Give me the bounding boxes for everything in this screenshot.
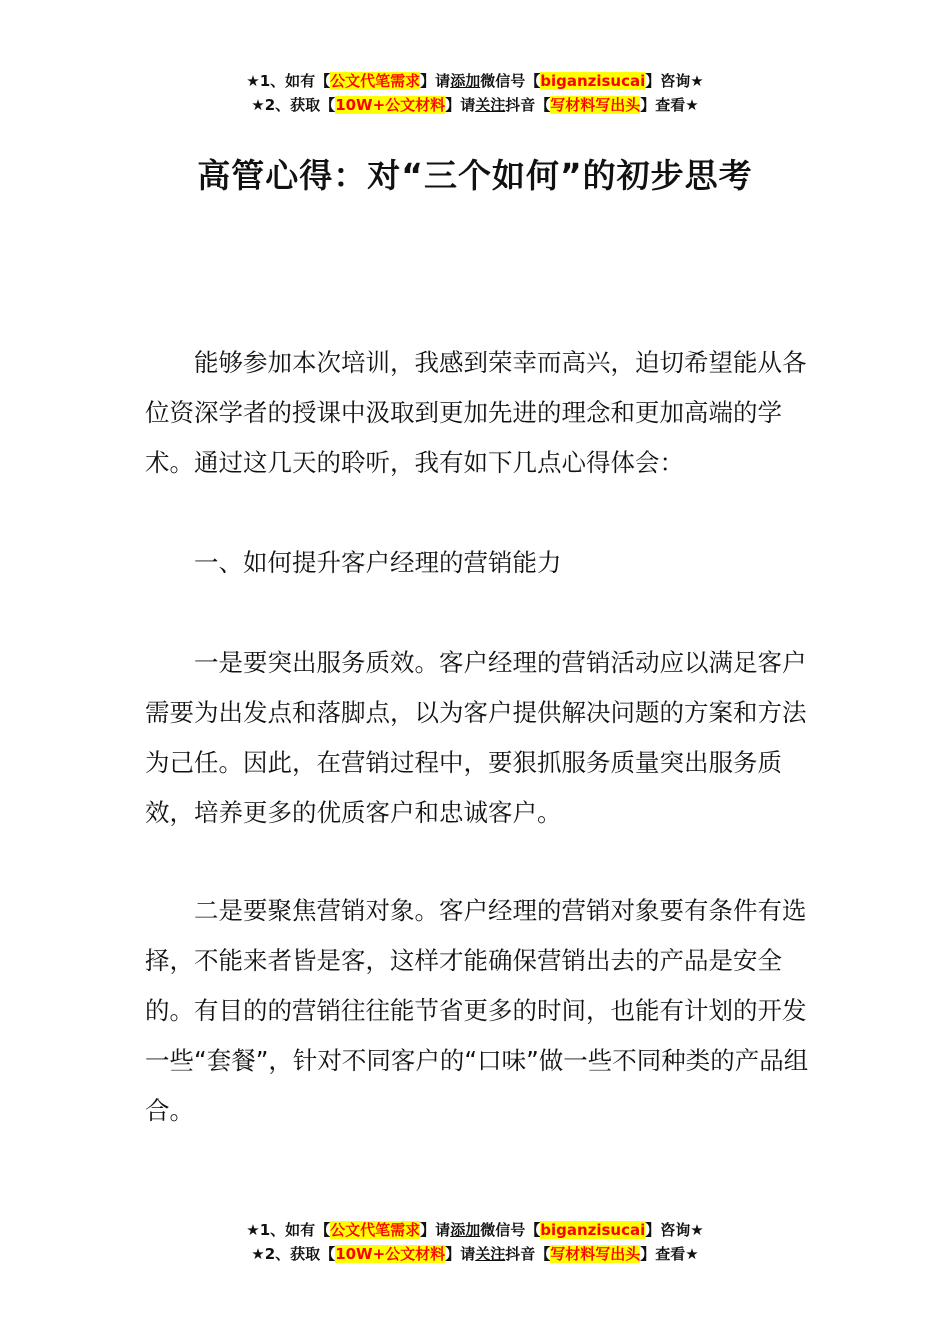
promo-underline: 添加 [450, 72, 481, 90]
promo-underline: 关注 [475, 96, 506, 114]
promo-wechat-id: biganzisucai [540, 72, 646, 90]
promo-text: 】请 [420, 1221, 451, 1239]
promo-line-1 [0, 69, 950, 93]
promo-highlight: 公文代笔需求 [330, 72, 421, 90]
promo-text: 】请 [445, 96, 476, 114]
promo-text: 】咨询★ [645, 72, 704, 90]
promo-wechat-id: biganzisucai [540, 1221, 646, 1239]
promo-line-1 [0, 1218, 950, 1242]
promo-text: ★2、获取【 [251, 96, 336, 114]
promo-douyin-id: 写材料写出头 [550, 96, 641, 114]
header-promo-banner [0, 69, 950, 117]
footer-promo-banner [0, 1218, 950, 1266]
promo-text: 】查看★ [640, 96, 699, 114]
document-title: 高管心得：对“三个如何”的初步思考 [197, 156, 753, 195]
promo-text: 抖音【 [505, 1245, 551, 1263]
promo-text: 】请 [420, 72, 451, 90]
promo-line-2 [0, 1242, 950, 1266]
promo-underline: 关注 [475, 1245, 506, 1263]
promo-text: 抖音【 [505, 96, 551, 114]
promo-highlight: 公文代笔需求 [330, 1221, 421, 1239]
section-heading: 一、如何提升客户经理的营销能力 [194, 548, 562, 577]
promo-text: 微信号【 [480, 1221, 541, 1239]
point-paragraph-1: 一是要突出服务质效。客户经理的营销活动应以满足客户需要为出发点和落脚点，以为客户提供解决问题的方案和方法为己任。因此，在营销过程中，要狠抓服务质量突出服务质效，培养更多的优质客户和忠诚客户。 [145, 648, 807, 827]
intro-paragraph: 能够参加本次培训，我感到荣幸而高兴，迫切希望能从各位资深学者的授课中汲取到更加先进的理念和更加高端的学术。通过这几天的聆听，我有如下几点心得体会： [145, 348, 807, 477]
promo-douyin-id: 写材料写出头 [550, 1245, 641, 1263]
promo-text: ★1、如有【 [246, 1221, 331, 1239]
promo-text: ★1、如有【 [246, 72, 331, 90]
promo-highlight: 10W+公文材料 [335, 1245, 446, 1263]
point-paragraph-2: 二是要聚焦营销对象。客户经理的营销对象要有条件有选择，不能来者皆是客，这样才能确保营销出去的产品是安全的。有目的的营销往往能节省更多的时间，也能有计划的开发一些“套餐”，针对不同客户的“口味”做一些不同种类的产品组合。 [145, 896, 809, 1125]
promo-highlight: 10W+公文材料 [335, 96, 446, 114]
promo-text: 】咨询★ [645, 1221, 704, 1239]
promo-text: 】查看★ [640, 1245, 699, 1263]
promo-text: ★2、获取【 [251, 1245, 336, 1263]
promo-underline: 添加 [450, 1221, 481, 1239]
promo-text: 微信号【 [480, 72, 541, 90]
promo-text: 】请 [445, 1245, 476, 1263]
promo-line-2 [0, 93, 950, 117]
